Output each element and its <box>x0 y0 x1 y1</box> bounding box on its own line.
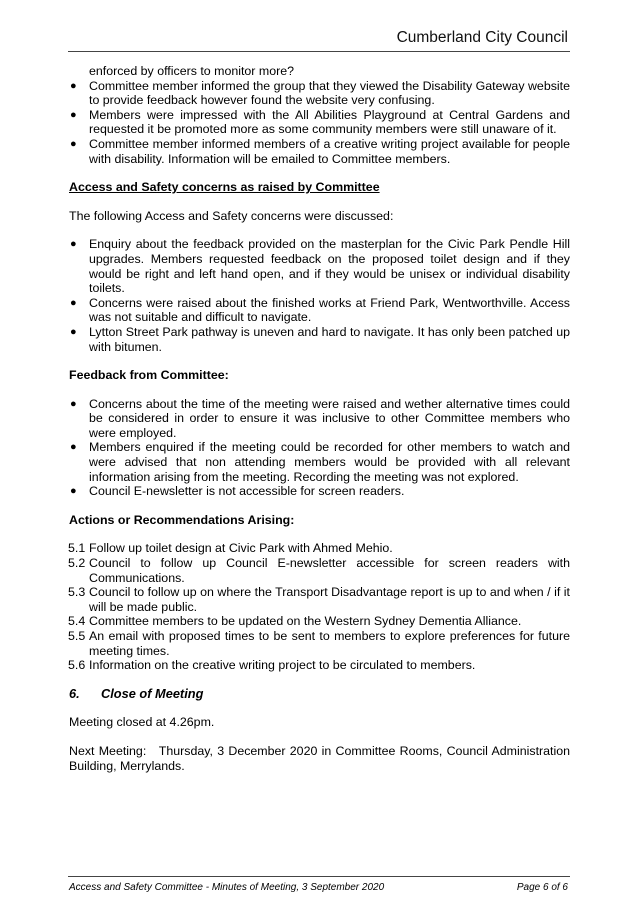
bullet-icon: ● <box>70 441 77 454</box>
list-item: 5.1 Follow up toilet design at Civic Park with Ahmed Mehio. <box>68 541 393 556</box>
list-item: ● Lytton Street Park pathway is uneven and hard to navigate. It has only been patched up with bitumen. <box>70 324 570 354</box>
item-number: 5.3 <box>68 585 86 600</box>
footer-divider <box>68 876 570 877</box>
list-item: 5.6 Information on the creative writing project to be circulated to members. <box>68 658 476 673</box>
list-item: ● Enquiry about the feedback provided on the masterplan for the Civic Park Pendle Hill upgrades. Members requested feedback on the proposed toilet design and if they would be right and left hand open, and if they would be unisex or individual disability toilets. <box>70 237 570 296</box>
item-number: 5.5 <box>68 629 86 643</box>
item-number: 5.2 <box>68 556 86 571</box>
intro-bullet-list <box>69 79 570 167</box>
footer-page-number: Page 6 of 6 <box>516 882 568 893</box>
section-number: 6. <box>69 685 80 701</box>
feedback-heading: Feedback from Committee: <box>69 368 229 383</box>
header-divider <box>68 51 570 52</box>
list-item: ● Committee member informed the group that they viewed the Disability Gateway website to provide feedback however found the website very confusing. <box>70 78 570 108</box>
access-safety-bullet-list <box>69 237 570 354</box>
item-number: 5.4 <box>68 614 86 629</box>
intro-continuation-text: enforced by officers to monitor more? <box>89 64 295 78</box>
list-item: ● Committee member informed members of a creative writing project available for people with disability. Information will be emailed to Committee members. <box>70 136 570 166</box>
bullet-icon: ● <box>70 296 77 309</box>
feedback-bullet-list <box>69 397 570 499</box>
minutes-content <box>68 64 574 773</box>
bullet-icon: ● <box>70 325 77 338</box>
list-item: 5.4 Committee members to be updated on the Western Sydney Dementia Alliance. <box>68 614 522 629</box>
bullet-icon: ● <box>70 238 77 251</box>
next-meeting-text: Next Meeting: Thursday, 3 December 2020 in Committee Rooms, Council Administration Building, Merrylands. <box>69 743 574 773</box>
bullet-icon: ● <box>70 108 77 121</box>
bullet-icon: ● <box>70 485 77 498</box>
bullet-icon: ● <box>70 79 77 92</box>
meeting-closed-text: Meeting closed at 4.26pm. <box>69 715 215 730</box>
list-item: ● Concerns about the time of the meeting were raised and wether alternative times could be considered in order to ensure it was inclusive to other Committee members who were employed. <box>70 396 570 440</box>
list-item: ● Council E-newsletter is not accessible for screen readers. <box>70 484 405 499</box>
list-item: ● Members were impressed with the All Abilities Playground at Central Gardens and requested it be promoted more as some community members were still unaware of it. <box>70 107 570 137</box>
list-item: 5.2 Council to follow up Council E-newsletter accessible for screen readers with Communications. <box>68 556 570 585</box>
access-safety-heading: Access and Safety concerns as raised by Committee <box>69 180 380 195</box>
close-of-meeting-heading: 6. Close of Meeting <box>69 685 204 701</box>
list-item: 5.5 An email with proposed times to be sent to members to explore preferences for future meeting times. <box>68 629 570 658</box>
item-number: 5.6 <box>68 658 86 673</box>
item-number: 5.1 <box>68 541 86 556</box>
actions-heading: Actions or Recommendations Arising: <box>69 512 295 527</box>
footer-document-title: Access and Safety Committee - Minutes of Meeting, 3 September 2020 <box>69 882 385 893</box>
bullet-icon: ● <box>70 137 77 150</box>
actions-list <box>69 541 570 672</box>
list-item: ● Members enquired if the meeting could be recorded for other members to watch and were advised that non attending members would be provided with all relevant information arising from the meeting. Recording the meeting was not explored. <box>70 440 570 484</box>
access-safety-intro: The following Access and Safety concerns were discussed: <box>69 208 394 223</box>
list-item: 5.3 Council to follow up on where the Transport Disadvantage report is up to and when / if it will be made public. <box>68 585 570 614</box>
bullet-icon: ● <box>70 397 77 410</box>
council-name-header: Cumberland City Council <box>396 29 568 46</box>
list-item: ● Concerns were raised about the finished works at Friend Park, Wentworthville. Access was not suitable and difficult to navigate. <box>70 295 570 325</box>
